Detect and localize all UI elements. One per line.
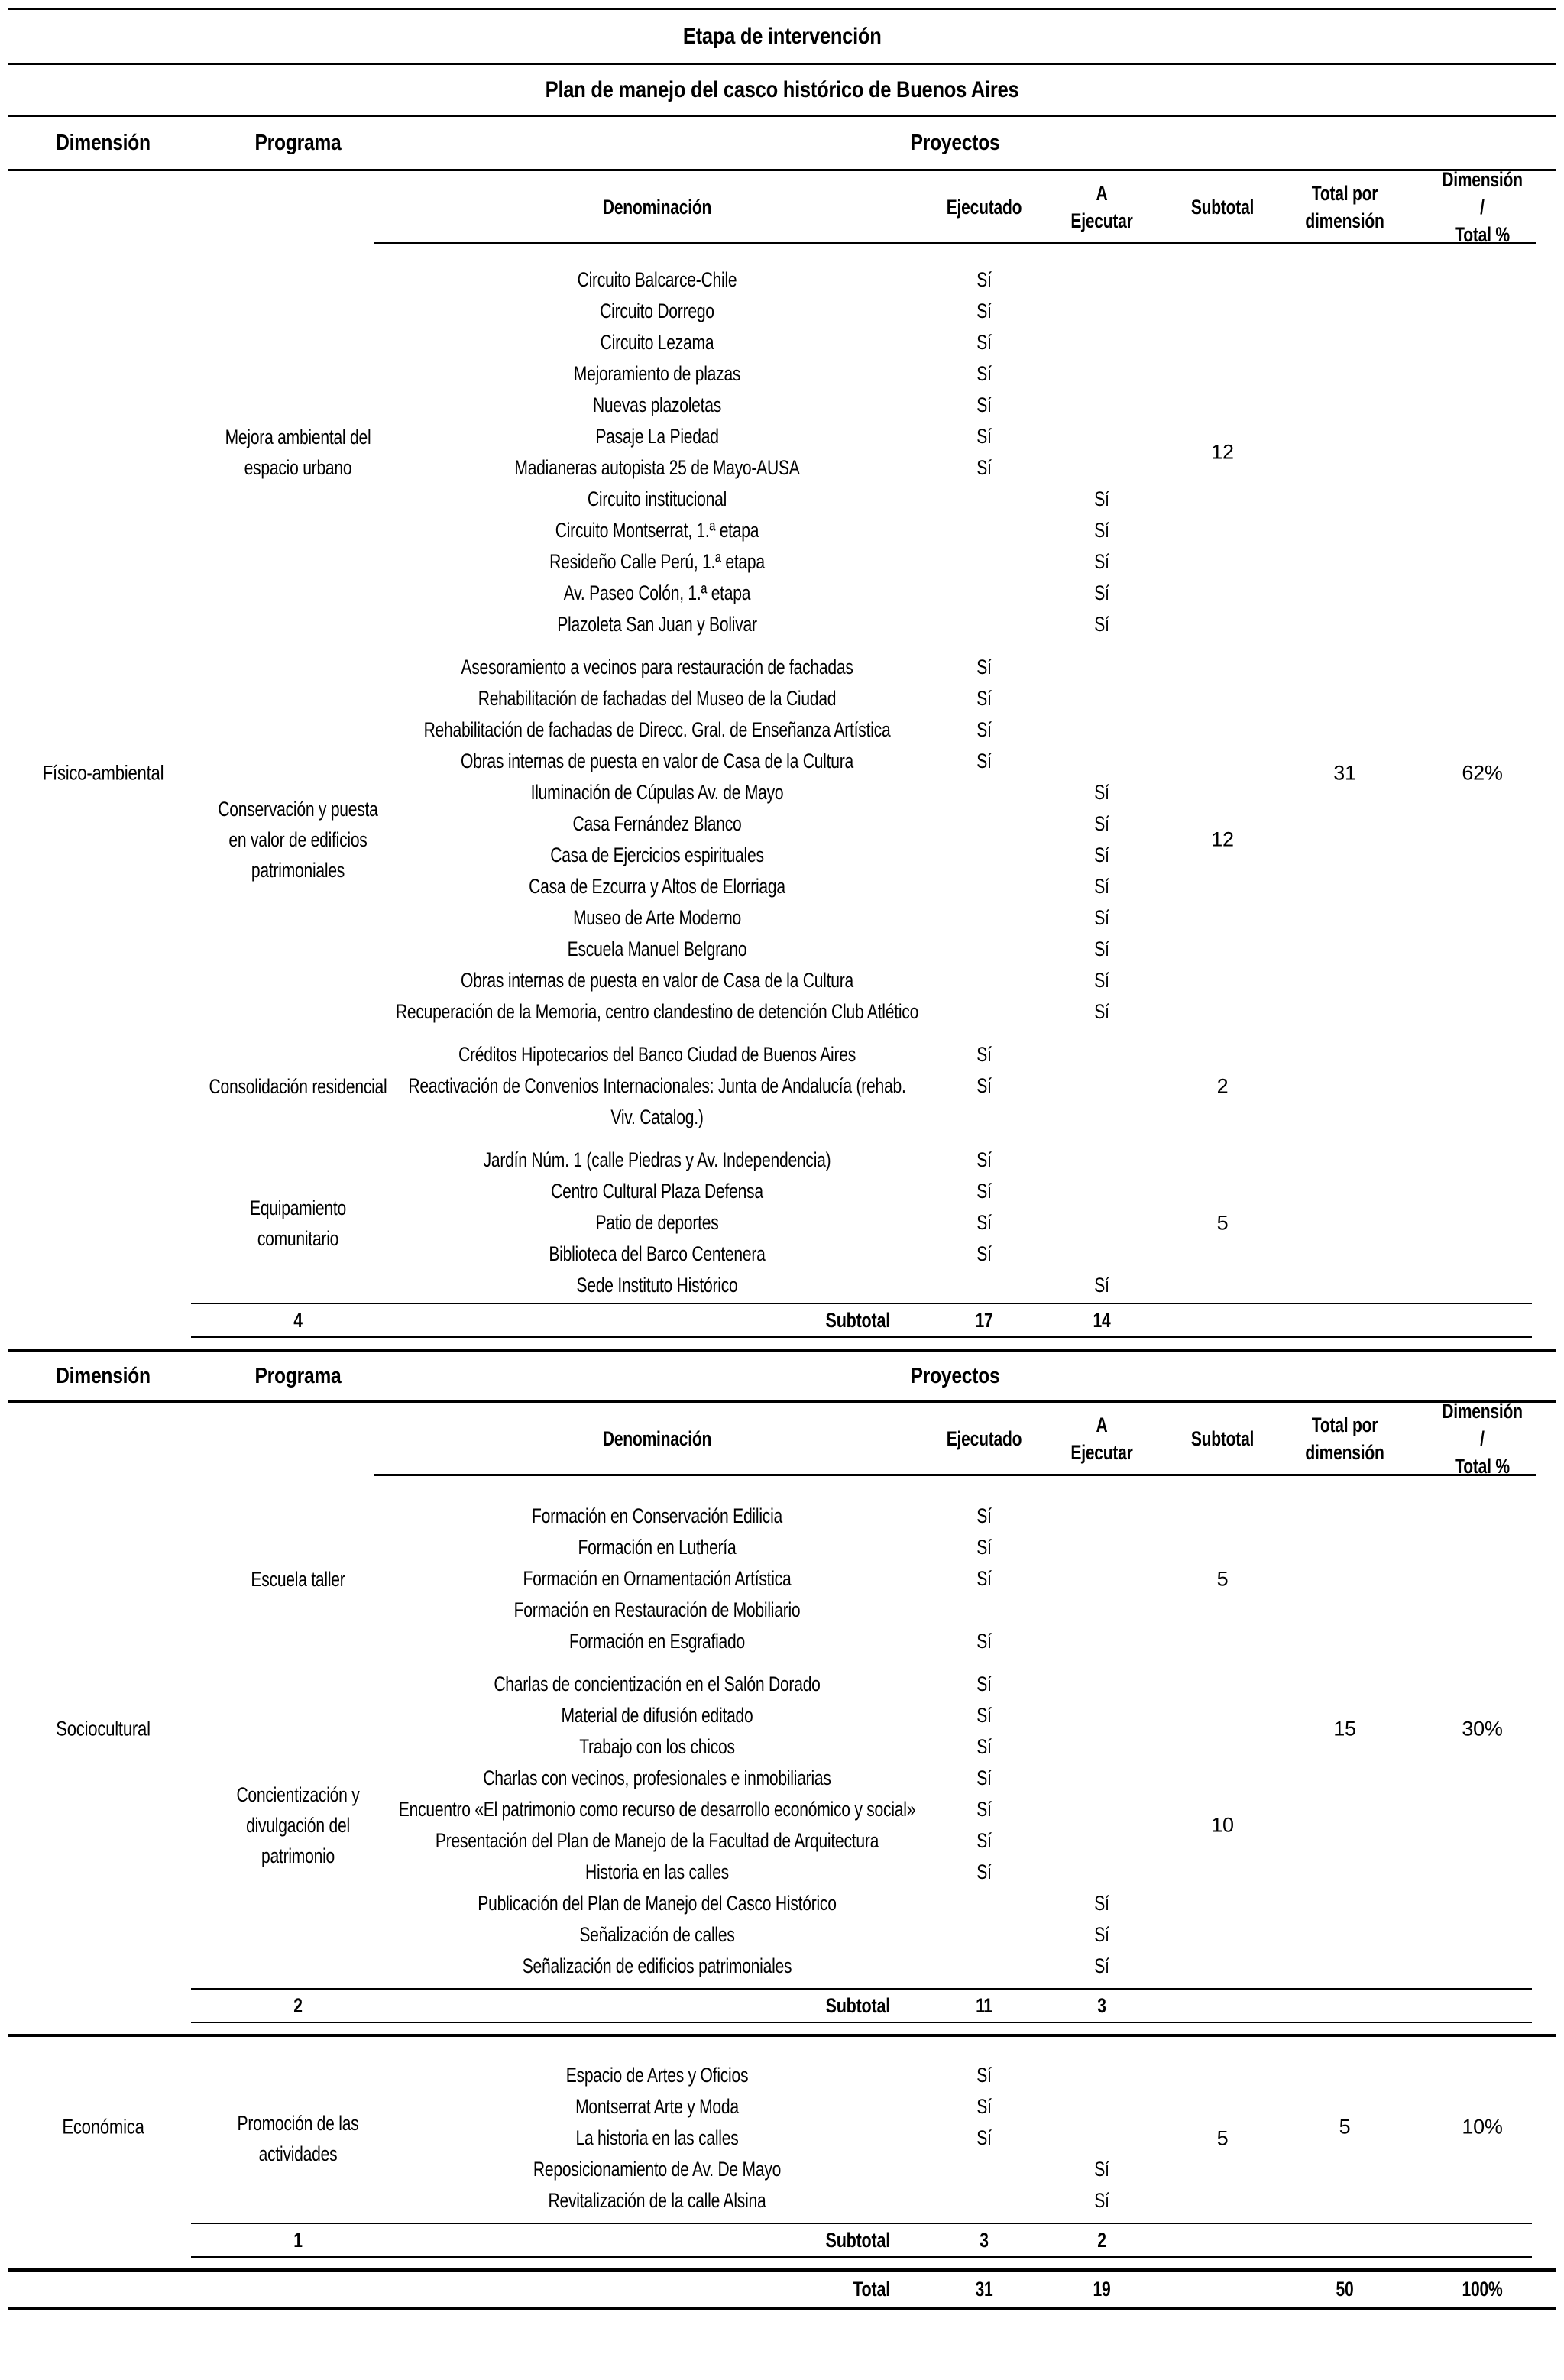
project-name: Formación en Esgrafiado — [569, 1630, 745, 1653]
subtotal-programs-count: 2 — [293, 1994, 303, 2017]
project-name: Mejoramiento de plazas — [573, 362, 741, 385]
project-a-ejecutar-value: Sí — [1094, 1923, 1109, 1946]
dimension-total-value: 5 — [1339, 2115, 1351, 2138]
project-name: Obras internas de puesta en valor de Casa de la Cultura — [461, 969, 853, 992]
project-name: Museo de Arte Moderno — [573, 906, 741, 929]
column-header-a-ejecutar-line2: Ejecutar — [1070, 1440, 1133, 1464]
project-ejecutado-value: Sí — [976, 1180, 992, 1203]
project-ejecutado-value: Sí — [976, 1504, 992, 1527]
project-ejecutado-value: Sí — [976, 1211, 992, 1234]
column-header-a-ejecutar-line2: Ejecutar — [1070, 209, 1133, 232]
program-subtotal-value: 5 — [1216, 2126, 1229, 2149]
column-header-dimension-total-pct-line2: Total % — [1455, 222, 1510, 246]
project-row — [0, 609, 1564, 640]
project-name: Circuito Montserrat, 1.ª etapa — [555, 519, 759, 542]
section-sociocultural — [0, 1476, 1564, 1982]
grand-total-a-ejecutar-value: 19 — [1093, 2278, 1111, 2301]
project-name: Historia en las calles — [584, 1860, 729, 1883]
project-row — [0, 264, 1564, 296]
project-ejecutado-value: Sí — [976, 1074, 992, 1097]
project-name: La historia en las calles — [575, 2126, 739, 2149]
project-name: Jardín Núm. 1 (calle Piedras y Av. Independencia) — [483, 1148, 831, 1171]
grand-total-pct-value: 100% — [1462, 2278, 1503, 2301]
subtotal-ejecutado-value: 3 — [980, 2229, 989, 2252]
column-header-ejecutado: Ejecutado — [946, 1426, 1022, 1450]
project-name: Pasaje La Piedad — [595, 425, 719, 448]
subtotal-a-ejecutar-value: 3 — [1097, 1994, 1106, 2017]
column-header-proyectos: Proyectos — [910, 1364, 1000, 1388]
project-ejecutado-value: Sí — [976, 1567, 992, 1590]
project-ejecutado-value: Sí — [976, 1704, 992, 1727]
project-row — [0, 1595, 1564, 1626]
project-ejecutado-value: Sí — [976, 456, 992, 479]
project-ejecutado-value: Sí — [976, 268, 992, 291]
project-row — [0, 515, 1564, 546]
project-name: Circuito Lezama — [600, 331, 714, 354]
project-row — [0, 902, 1564, 934]
project-name: Créditos Hipotecarios del Banco Ciudad de Buenos Aires — [458, 1043, 856, 1066]
project-name: Obras internas de puesta en valor de Casa de la Cultura — [461, 750, 853, 772]
project-ejecutado-value: Sí — [976, 1630, 992, 1653]
project-row — [0, 683, 1564, 714]
subtotal-ejecutado-value: 17 — [975, 1309, 993, 1332]
project-name: Reposicionamiento de Av. De Mayo — [533, 2158, 782, 2181]
project-row — [0, 1070, 1564, 1133]
project-row — [0, 390, 1564, 421]
project-name: Reactivación de Convenios Internacionales: Junta de Andalucía (rehab. Viv. Catalog.) — [408, 1074, 906, 1128]
project-ejecutado-value: Sí — [976, 1766, 992, 1789]
project-row — [0, 2185, 1564, 2216]
sub-header-row — [0, 167, 1564, 246]
project-rows — [0, 1669, 1564, 1982]
project-row — [0, 296, 1564, 327]
column-header-dimension: Dimensión — [56, 131, 151, 155]
project-row — [0, 1763, 1564, 1794]
program-subtotal-value: 5 — [1216, 1567, 1229, 1590]
project-row — [0, 808, 1564, 840]
project-ejecutado-value: Sí — [976, 393, 992, 416]
project-row — [0, 1501, 1564, 1532]
column-header-programa: Programa — [254, 131, 342, 155]
program-label: Mejora ambiental del espacio urbano — [225, 426, 371, 479]
project-a-ejecutar-value: Sí — [1094, 1274, 1109, 1297]
project-row — [0, 840, 1564, 871]
grand-total-ejecutado-value: 31 — [975, 2278, 993, 2301]
subtotal-row-economica — [191, 2223, 1532, 2258]
project-row — [0, 1270, 1564, 1301]
project-a-ejecutar-value: Sí — [1094, 1892, 1109, 1915]
project-row — [0, 1145, 1564, 1176]
project-name: Casa de Ejercicios espirituales — [550, 844, 764, 866]
project-row — [0, 1794, 1564, 1825]
project-row — [0, 714, 1564, 746]
program-block — [0, 1145, 1564, 1301]
project-a-ejecutar-value: Sí — [1094, 969, 1109, 992]
project-a-ejecutar-value: Sí — [1094, 937, 1109, 960]
dimension-label: Sociocultural — [56, 1717, 151, 1740]
project-name: Trabajo con los chicos — [579, 1735, 735, 1758]
subtotal-ejecutado-value: 11 — [976, 1994, 992, 2017]
program-label: Consolidación residencial — [209, 1074, 387, 1098]
grand-total-label: Total — [853, 2278, 890, 2301]
project-ejecutado-value: Sí — [976, 1043, 992, 1066]
column-header-programa: Programa — [254, 1364, 342, 1388]
project-ejecutado-value: Sí — [976, 2126, 992, 2149]
subtotal-label: Subtotal — [825, 1309, 890, 1332]
project-name: Circuito Dorrego — [600, 300, 714, 322]
dimension-pct-value: 10% — [1462, 2115, 1503, 2138]
project-row — [0, 1919, 1564, 1951]
project-ejecutado-value: Sí — [976, 656, 992, 678]
project-ejecutado-value: Sí — [976, 687, 992, 710]
column-header-total-por-dimension — [1303, 1403, 1386, 1474]
program-subtotal-value: 12 — [1211, 440, 1234, 464]
column-header-row — [0, 117, 1564, 169]
project-row — [0, 996, 1564, 1028]
project-name: Casa Fernández Blanco — [572, 812, 742, 835]
column-header-a-ejecutar-line1: A — [1096, 1413, 1108, 1436]
subtotal-programs-count: 1 — [293, 2229, 303, 2252]
grand-total-row — [8, 2272, 1556, 2310]
project-ejecutado-value: Sí — [976, 300, 992, 322]
subtotal-a-ejecutar-value: 2 — [1097, 2229, 1106, 2252]
subtotal-label: Subtotal — [825, 1994, 890, 2017]
project-row — [0, 1207, 1564, 1239]
project-a-ejecutar-value: Sí — [1094, 906, 1109, 929]
project-name: Señalización de edificios patrimoniales — [522, 1954, 792, 1977]
project-rows — [0, 1145, 1564, 1301]
program-label: Concientización y divulgación del patrimonio — [236, 1783, 360, 1867]
program-label: Promoción de las actividades — [237, 2111, 359, 2165]
column-header-dimension-total-pct-line1: Dimensión / — [1442, 167, 1523, 219]
dimension-label: Físico-ambiental — [42, 761, 164, 784]
project-a-ejecutar-value: Sí — [1094, 844, 1109, 866]
project-name: Nuevas plazoletas — [592, 393, 722, 416]
dimension-total-value: 15 — [1333, 1717, 1356, 1740]
project-row — [0, 1825, 1564, 1857]
column-header-total-por-dimension — [1303, 171, 1386, 242]
program-subtotal-value: 12 — [1211, 827, 1234, 851]
column-header-subtotal: Subtotal — [1190, 195, 1255, 219]
project-a-ejecutar-value: Sí — [1094, 2158, 1109, 2181]
project-name: Patio de deportes — [595, 1211, 719, 1234]
column-header-a-ejecutar — [1060, 171, 1143, 242]
project-row — [0, 421, 1564, 452]
program-label: Conservación y puesta en valor de edificios patrimoniales — [218, 798, 378, 882]
project-rows — [0, 652, 1564, 1028]
program-block — [0, 264, 1564, 640]
project-row — [0, 1669, 1564, 1700]
project-rows — [0, 264, 1564, 640]
project-name: Rehabilitación de fachadas del Museo de la Ciudad — [478, 687, 837, 710]
project-ejecutado-value: Sí — [976, 1536, 992, 1559]
program-block — [0, 1039, 1564, 1133]
dimension-pct-value: 30% — [1462, 1717, 1503, 1740]
subtotal-label: Subtotal — [825, 2229, 890, 2252]
project-ejecutado-value: Sí — [976, 1242, 992, 1265]
project-ejecutado-value: Sí — [976, 1672, 992, 1695]
column-header-ejecutado: Ejecutado — [946, 195, 1022, 219]
column-header-a-ejecutar-line1: A — [1096, 181, 1108, 205]
project-name: Sede Instituto Histórico — [576, 1274, 738, 1297]
project-ejecutado-value: Sí — [976, 2064, 992, 2087]
project-row — [0, 1951, 1564, 1982]
table-stage-title — [0, 10, 1564, 63]
dimension-pct-value: 62% — [1462, 761, 1503, 784]
project-ejecutado-value: Sí — [976, 1798, 992, 1821]
project-name: Charlas de concientización en el Salón Dorado — [494, 1672, 821, 1695]
column-header-dimension: Dimensión — [56, 1364, 151, 1388]
project-row — [0, 327, 1564, 358]
project-name: Asesoramiento a vecinos para restauración de fachadas — [461, 656, 853, 678]
project-row — [0, 1176, 1564, 1207]
project-ejecutado-value: Sí — [976, 1860, 992, 1883]
project-a-ejecutar-value: Sí — [1094, 2189, 1109, 2212]
column-header-total-por-dimension-line1: Total por — [1311, 1413, 1378, 1436]
project-name: Casa de Ezcurra y Altos de Elorriaga — [529, 875, 785, 898]
project-name: Encuentro «El patrimonio como recurso de desarrollo económico y social» — [398, 1798, 916, 1821]
column-header-denominacion: Denominación — [602, 195, 712, 219]
project-name: Formación en Ornamentación Artística — [523, 1567, 792, 1590]
project-row — [0, 652, 1564, 683]
project-row — [0, 358, 1564, 390]
project-row — [0, 1532, 1564, 1563]
project-name: Formación en Restauración de Mobiliario — [513, 1598, 801, 1621]
column-header-dimension-total-pct-line1: Dimensión / — [1442, 1399, 1523, 1450]
project-a-ejecutar-value: Sí — [1094, 781, 1109, 804]
subtotal-programs-count: 4 — [293, 1309, 303, 1332]
project-name: Circuito Balcarce-Chile — [577, 268, 737, 291]
program-subtotal-value: 5 — [1216, 1211, 1229, 1234]
column-header-total-por-dimension-line2: dimensión — [1305, 209, 1384, 232]
project-name: Av. Paseo Colón, 1.ª etapa — [563, 581, 751, 604]
project-a-ejecutar-value: Sí — [1094, 487, 1109, 510]
column-header-dimension-total-pct-line2: Total % — [1455, 1454, 1510, 1478]
project-a-ejecutar-value: Sí — [1094, 1000, 1109, 1023]
column-header-proyectos: Proyectos — [910, 131, 1000, 155]
dimension-total-value: 31 — [1333, 761, 1356, 784]
project-name: Resideño Calle Perú, 1.ª etapa — [549, 550, 765, 573]
subtotal-row-sociocultural — [191, 1988, 1532, 2023]
project-name: Señalización de calles — [579, 1923, 735, 1946]
project-a-ejecutar-value: Sí — [1094, 519, 1109, 542]
column-header-subtotal: Subtotal — [1190, 1426, 1255, 1450]
project-name: Formación en Luthería — [578, 1536, 737, 1559]
column-header-denominacion: Denominación — [602, 1426, 712, 1450]
project-name: Madianeras autopista 25 de Mayo-AUSA — [514, 456, 800, 479]
project-name: Escuela Manuel Belgrano — [567, 937, 747, 960]
program-subtotal-value: 2 — [1216, 1074, 1229, 1097]
project-name: Presentación del Plan de Manejo de la Facultad de Arquitectura — [435, 1829, 879, 1852]
section-fisico-ambiental — [0, 244, 1564, 1301]
project-name: Circuito institucional — [587, 487, 727, 510]
project-a-ejecutar-value: Sí — [1094, 1954, 1109, 1977]
project-row — [0, 2154, 1564, 2185]
project-name: Centro Cultural Plaza Defensa — [551, 1180, 763, 1203]
column-header-total-por-dimension-line2: dimensión — [1305, 1440, 1384, 1464]
column-header-dimension-total-pct — [1440, 167, 1524, 246]
table-plan-subtitle — [0, 65, 1564, 115]
project-a-ejecutar-value: Sí — [1094, 613, 1109, 636]
project-name: Biblioteca del Barco Centenera — [549, 1242, 766, 1265]
project-row — [0, 1626, 1564, 1657]
project-row — [0, 1563, 1564, 1595]
column-header-a-ejecutar — [1060, 1403, 1143, 1474]
project-row — [0, 871, 1564, 902]
project-name: Publicación del Plan de Manejo del Casco Histórico — [478, 1892, 837, 1915]
program-label: Equipamiento comunitario — [250, 1196, 346, 1250]
column-header-dimension-total-pct — [1440, 1399, 1524, 1478]
section-economica — [0, 2037, 1564, 2216]
program-subtotal-value: 10 — [1211, 1813, 1234, 1837]
project-name: Plazoleta San Juan y Bolivar — [557, 613, 757, 636]
program-label: Escuela taller — [251, 1567, 345, 1591]
project-row — [0, 484, 1564, 515]
project-name: Espacio de Artes y Oficios — [565, 2064, 749, 2087]
project-ejecutado-value: Sí — [976, 362, 992, 385]
column-header-total-por-dimension-line1: Total por — [1311, 181, 1378, 205]
project-a-ejecutar-value: Sí — [1094, 550, 1109, 573]
project-row — [0, 1857, 1564, 1888]
project-name: Revitalización de la calle Alsina — [548, 2189, 766, 2212]
project-ejecutado-value: Sí — [976, 718, 992, 741]
sub-header-row — [0, 1399, 1564, 1478]
program-block — [0, 1501, 1564, 1657]
project-rows — [0, 1501, 1564, 1657]
project-ejecutado-value: Sí — [976, 331, 992, 354]
project-ejecutado-value: Sí — [976, 1735, 992, 1758]
project-row — [0, 1039, 1564, 1070]
project-name: Rehabilitación de fachadas de Direcc. Gral. de Enseñanza Artística — [423, 718, 891, 741]
project-row — [0, 2060, 1564, 2091]
project-row — [0, 452, 1564, 484]
project-row — [0, 578, 1564, 609]
project-ejecutado-value: Sí — [976, 2095, 992, 2118]
project-row — [0, 546, 1564, 578]
table-stage-title-text: Etapa de intervención — [682, 24, 882, 49]
project-name: Montserrat Arte y Moda — [575, 2095, 739, 2118]
program-block — [0, 652, 1564, 1028]
project-name: Charlas con vecinos, profesionales e inmobiliarias — [483, 1766, 831, 1789]
project-row — [0, 934, 1564, 965]
project-ejecutado-value: Sí — [976, 1148, 992, 1171]
project-name: Iluminación de Cúpulas Av. de Mayo — [530, 781, 784, 804]
project-row — [0, 1239, 1564, 1270]
project-name: Material de difusión editado — [561, 1704, 753, 1727]
project-a-ejecutar-value: Sí — [1094, 812, 1109, 835]
project-a-ejecutar-value: Sí — [1094, 581, 1109, 604]
project-row — [0, 965, 1564, 996]
project-ejecutado-value: Sí — [976, 1829, 992, 1852]
project-name: Formación en Conservación Edilicia — [532, 1504, 782, 1527]
project-name: Recuperación de la Memoria, centro clandestino de detención Club Atlético — [395, 1000, 919, 1023]
project-a-ejecutar-value: Sí — [1094, 875, 1109, 898]
program-block — [0, 1669, 1564, 1982]
grand-total-por-dimension-value: 50 — [1336, 2278, 1354, 2301]
project-row — [0, 1888, 1564, 1919]
project-rows — [0, 1039, 1564, 1133]
table-plan-subtitle-text: Plan de manejo del casco histórico de Buenos Aires — [545, 77, 1019, 102]
dimension-label: Económica — [62, 2115, 144, 2138]
column-header-row — [0, 1352, 1564, 1400]
project-ejecutado-value: Sí — [976, 425, 992, 448]
subtotal-row-fisico-ambiental — [191, 1303, 1532, 1338]
project-ejecutado-value: Sí — [976, 750, 992, 772]
subtotal-a-ejecutar-value: 14 — [1093, 1309, 1111, 1332]
